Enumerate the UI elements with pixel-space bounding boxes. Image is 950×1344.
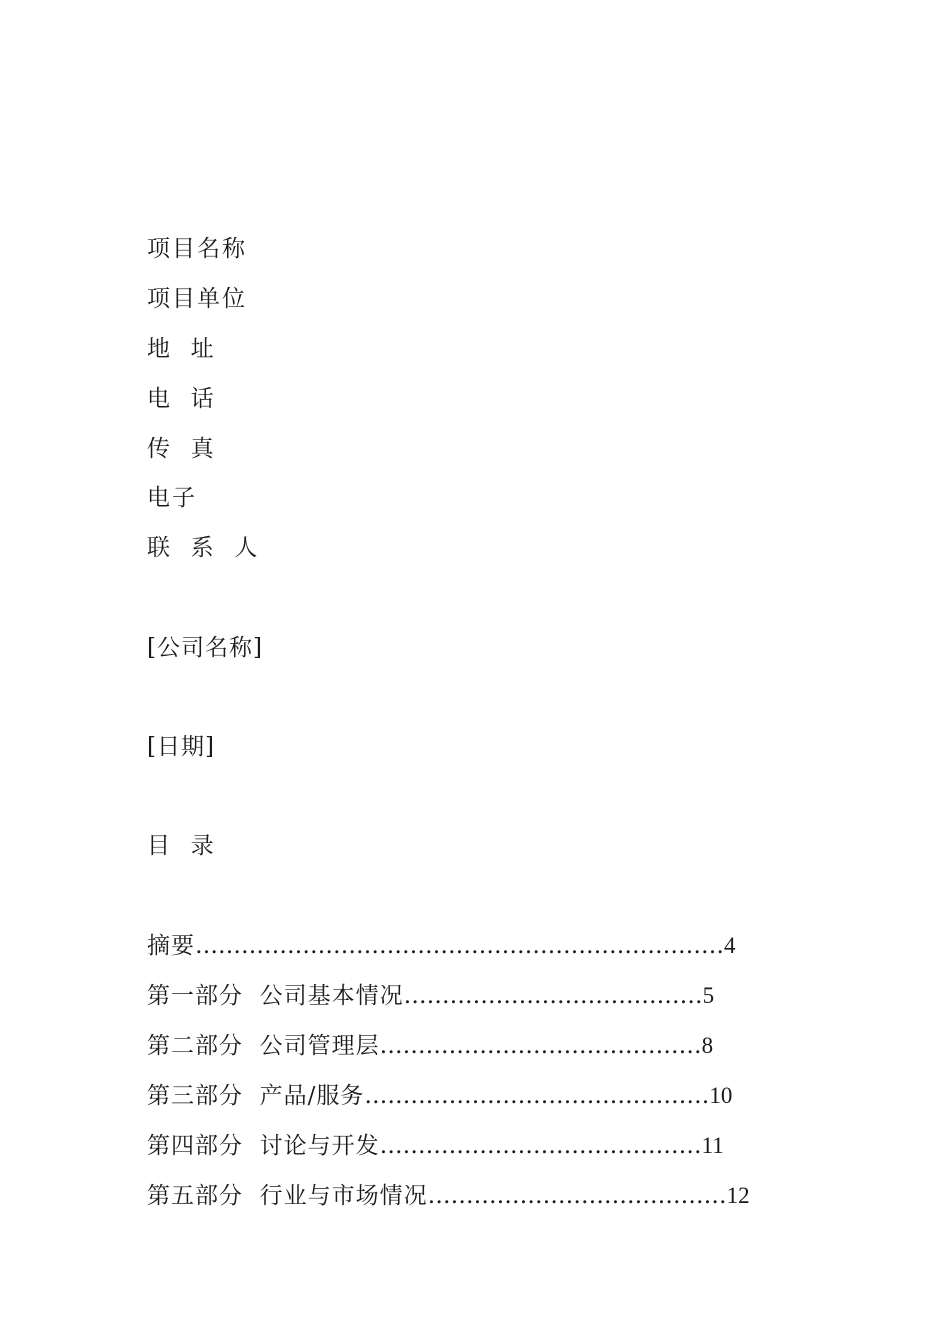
toc-entry [147,981,714,1011]
toc-entry-title: 第一部分 公司基本情况 [147,983,404,1009]
toc-entry-page: 12 [726,1183,750,1208]
date-placeholder: [日期] [147,734,215,760]
toc-entry-leader: …………………………………………………………… [195,933,724,959]
field-fax-label: 传 真 [147,436,216,462]
company-name-placeholder: [公司名称] [147,635,263,661]
toc-entry [147,1081,732,1111]
toc-entry [147,931,736,961]
toc-entry-page: 8 [701,1033,714,1058]
toc-entry-page: 4 [724,933,736,958]
toc-entry-page: 11 [701,1133,724,1158]
toc-entry-title: 摘要 [147,933,195,959]
toc-entry [147,1031,713,1061]
toc-entry-title: 第三部分 产品/服务 [147,1083,365,1109]
field-project-name-label: 项目名称 [147,236,247,262]
field-address-label: 地 址 [147,336,216,362]
toc-entry-title: 第二部分 公司管理层 [147,1033,380,1059]
toc-entry-page: 5 [702,983,715,1008]
toc-entry-title: 第四部分 讨论与开发 [147,1133,380,1159]
field-email-label: 电子 [147,485,197,511]
toc-entry-page: 10 [709,1083,733,1108]
toc-entry [147,1131,724,1161]
field-project-unit-label: 项目单位 [147,286,247,312]
toc-entry-leader: ……………………………………… [364,1083,710,1109]
toc-entry-leader: …………………………………… [379,1133,702,1159]
toc-entry-title: 第五部分 行业与市场情况 [147,1183,428,1209]
toc-entry [147,1181,750,1211]
toc-entry-leader: ………………………………… [427,1183,727,1209]
field-contact-label: 联 系 人 [147,535,260,561]
field-phone-label: 电 话 [147,386,216,412]
toc-heading: 目 录 [147,833,216,859]
toc-entry-leader: …………………………………… [379,1033,702,1059]
toc-entry-leader: ………………………………… [403,983,703,1009]
